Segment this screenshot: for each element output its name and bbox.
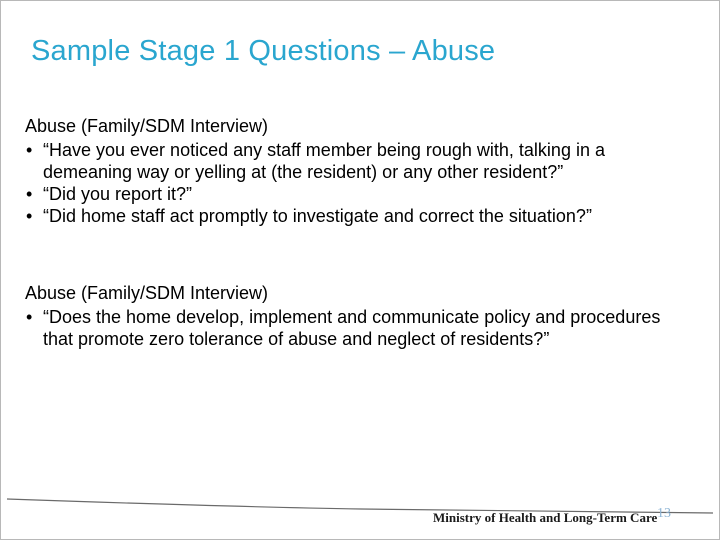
slide-title: Sample Stage 1 Questions – Abuse — [31, 35, 496, 67]
question-section-1 — [25, 115, 695, 227]
bullet-item — [25, 139, 695, 183]
bullet-item — [25, 183, 695, 205]
section-heading: Abuse (Family/SDM Interview) — [25, 116, 269, 136]
section-heading: Abuse (Family/SDM Interview) — [25, 283, 269, 303]
bullet-text: “Did home staff act promptly to investigate and correct the situation?” — [43, 206, 592, 226]
bullet-icon: • — [26, 140, 33, 160]
footer-organization: Ministry of Health and Long-Term Care — [433, 510, 658, 525]
bullet-list — [25, 306, 695, 350]
bullet-icon: • — [26, 307, 33, 327]
bullet-item — [25, 205, 695, 227]
question-section-2 — [25, 282, 695, 350]
bullet-icon: • — [26, 206, 33, 226]
footer-swoosh-line — [1, 479, 719, 539]
bullet-item — [25, 306, 695, 350]
bullet-list — [25, 139, 695, 227]
bullet-icon: • — [26, 184, 33, 204]
bullet-text: “Does the home develop, implement and communicate policy and procedures that promote zero tolerance of abuse and neglect of residents?” — [43, 307, 661, 349]
bullet-text: “Have you ever noticed any staff member being rough with, talking in a demeaning way or yelling at (the resident) or any other resident?” — [43, 140, 605, 182]
page-number: 13 — [657, 506, 671, 521]
bullet-text: “Did you report it?” — [43, 184, 193, 204]
